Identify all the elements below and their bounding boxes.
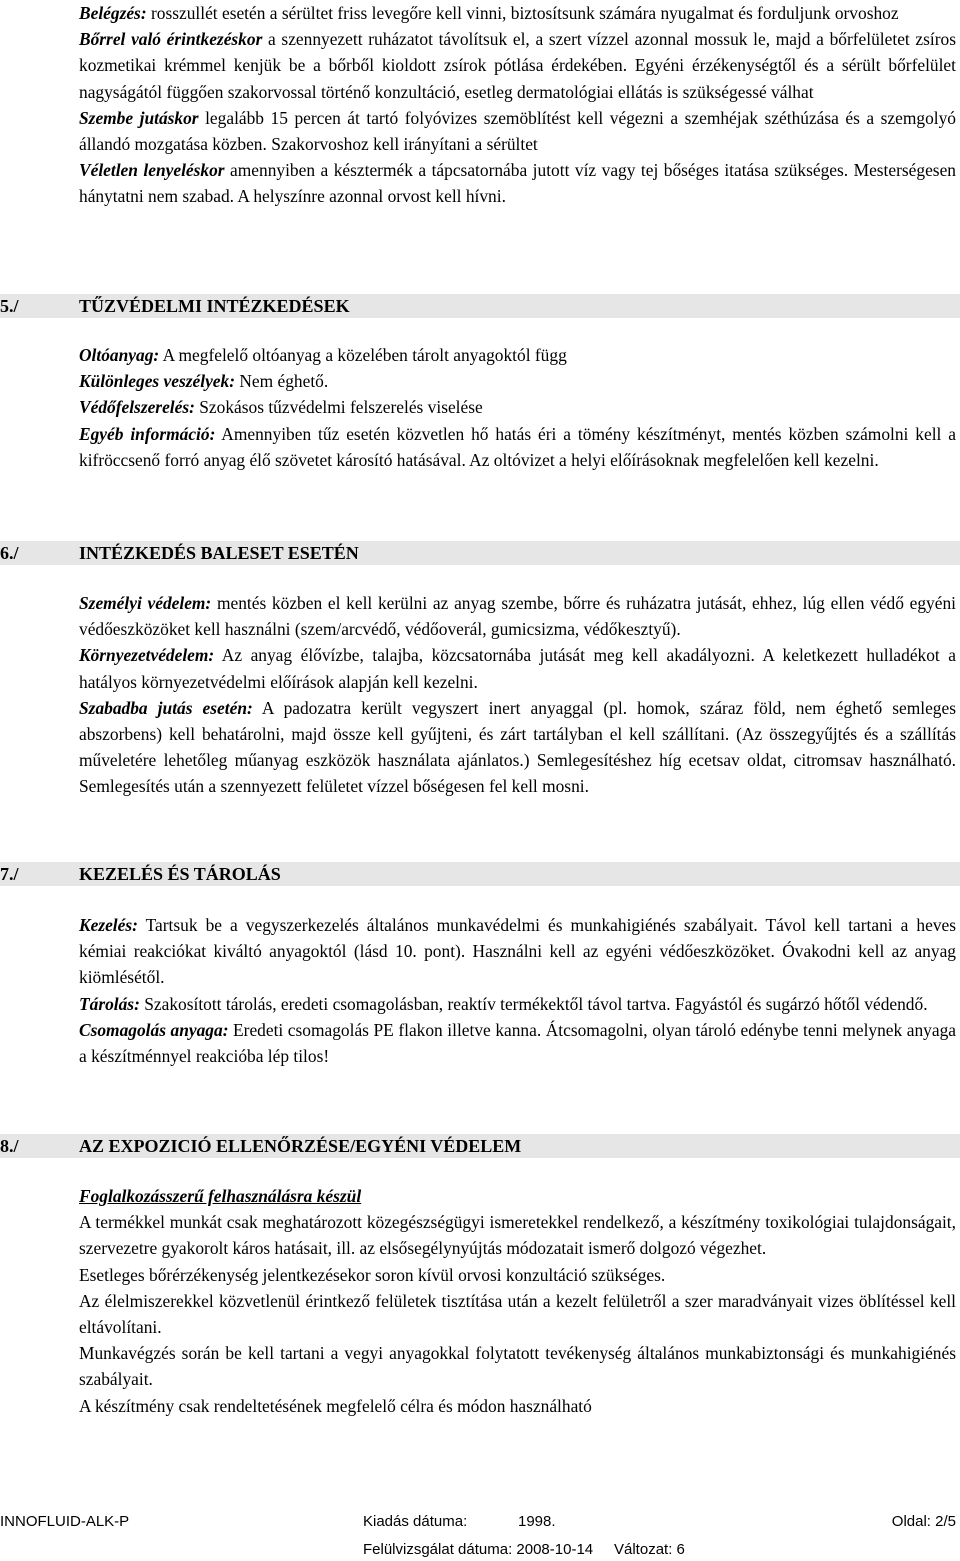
section-7-body (79, 912, 956, 1069)
paragraph-environment: Környezetvédelem: Az anyag élővízbe, talajba, közcsatornába jutását meg kell akadályozni. A keletkezett hulladékot a hatályos környezetvédelmi előírások alapján kell kezelni. (79, 645, 956, 692)
section-8-body (79, 1183, 956, 1419)
section-5-heading: 5./ TŰZVÉDELMI INTÉZKEDÉSEK (0, 294, 960, 318)
paragraph-intended-use: A készítmény csak rendeltetésének megfelelő célra és módon használható (79, 1395, 592, 1416)
footer-page-number: Oldal: 2/5 (891, 1513, 956, 1530)
paragraph-ingestion: Véletlen lenyeléskor amennyiben a késztermék a tápcsatornába jutott víz vagy tej bőséges itatása szükséges. Mesterségesen hánytatni nem szabad. A helyszínre azonnal orvost kell hívni. (79, 160, 956, 207)
paragraph-inhalation: Belégzés: rosszullét esetén a sérültet friss levegőre kell vinni, biztosítsunk számára nyugalmat és forduljunk orvoshoz (79, 3, 899, 23)
paragraph-qualified-workers: A termékkel munkát csak meghatározott közegészségügyi ismeretekkel rendelkező, a készítmény toxikológiai tulajdonságait, szervezetre gyakorolt káros hatásait, ill. az elsősegélynyújtás módozatait ismerő dolgozó végezhet. (79, 1212, 956, 1259)
section-6-heading: 6./ INTÉZKEDÉS BALESET ESETÉN (0, 541, 960, 565)
paragraph-food-surfaces: Az élelmiszerekkel közvetlenül érintkező felületek tisztítása után a kezelt felületről a szer maradványait vizes öblítéssel kell eltávolítani. (79, 1290, 956, 1338)
section-7-heading: 7./ KEZELÉS ÉS TÁROLÁS (0, 862, 960, 886)
footer-issue-label: Kiadás dátuma: (363, 1513, 468, 1530)
footer-issue-value: 1998. (518, 1513, 556, 1530)
section-6-body (79, 590, 956, 800)
paragraph-packaging: Csomagolás anyaga: Eredeti csomagolás PE flakon illetve kanna. Átcsomagolni, olyan tároló edénybe tenni melynek anyaga a készítménnyel reakcióba lép tilos! (79, 1019, 956, 1067)
section-8-heading: 8./ AZ EXPOZICIÓ ELLENŐRZÉSE/EGYÉNI VÉDELEM (0, 1134, 960, 1158)
paragraph-special-hazards: Különleges veszélyek: Nem éghető. (79, 371, 329, 392)
subtitle-professional-use: Foglalkozásszerű felhasználásra készül (79, 1186, 362, 1206)
paragraph-personal-protection: Személyi védelem: mentés közben el kell kerülni az anyag szembe, bőrre és ruházatra jutását, ehhez, lúg ellen védő egyéni védőeszközöket kell használni (szem/arcvédő, védőoverál, gumicsizma, védőkesztyű). (79, 593, 957, 640)
footer-version: Változat: 6 (614, 1541, 685, 1558)
paragraph-skin-sensitivity: Esetleges bőrérzékenység jelentkezésekor soron kívül orvosi konzultáció szükséges. (79, 1264, 666, 1285)
paragraph-eye-contact: Szembe jutáskor legalább 15 percen át tartó folyóvizes szemöblítést kell végezni a szemhéjak széthúzása és a szemgolyó állandó mozgatása közben. Szakorvoshoz kell irányítani a sérültet (79, 107, 956, 155)
paragraph-handling: Kezelés: Tartsuk be a vegyszerkezelés általános munkavédelmi és munkahigiénés szabályait. Távol kell tartani a heves kémiai reakciókat kiváltó anyagoktól (lásd 10. pont). Használni kell az egyéni védőeszközöket. Óvakodni kell az anyag kiömlésétől. (79, 915, 956, 988)
footer-product: INNOFLUID-ALK-P (0, 1513, 130, 1530)
paragraph-other-info: Egyéb információ: Amennyiben tűz esetén közvetlen hő hatás éri a tömény készítményt, mentés közben számolni kell a kifröccsenő forró anyag élő szövetet károsító hatásával. Az oltóvizet a helyi előírásoknak megfelelően kell kezelni. (79, 423, 956, 470)
paragraph-spill: Szabadba jutás esetén: A padozatra került vegyszert inert anyaggal (pl. homok, száraz föld, nem éghető semleges abszorbens) kell behatárolni, majd össze kell gyűjteni, és zárt tartályban el kell szállítani. (Az összegyűjtés és a szállítás műveletére lehetőleg műanyag eszközök használata ajánlatos.) Semlegesítéshez híg ecetsav oldat, citromsav használható. Semlegesítés után a szennyezett felületet vízzel bőségesen fel kell mosni. (79, 697, 956, 797)
paragraph-safety-rules: Munkavégzés során be kell tartani a vegyi anyagokkal folytatott tevékenység általános munkabiztonsági és munkahigiénés szabályait. (79, 1343, 956, 1390)
paragraph-skin-contact: Bőrrel való érintkezéskor a szennyezett ruházatot távolítsuk el, a szert vízzel azonnal mossuk le, majd a bőrfelületet zsíros kozmetikai krémmel kenjük be a bőrből kioldott zsírok pótlása érdekében. Egyéni érzékenységtől és a sérült bőrfelület nagyságától függően szakorvossal történő konzultáció, esetleg dermatológiai ellátás is szükségessé válhat (79, 29, 956, 102)
paragraph-extinguisher: Oltóanyag: A megfelelő oltóanyag a közelében tárolt anyagoktól függ (79, 345, 567, 365)
section-4-body (79, 0, 956, 210)
footer-review-date: Felülvizsgálat dátuma: 2008-10-14 (363, 1541, 594, 1558)
paragraph-protective-equipment: Védőfelszerelés: Szokásos tűzvédelmi felszerelés viselése (79, 397, 483, 418)
paragraph-storage: Tárolás: Szakosított tárolás, eredeti csomagolásban, reaktív termékektől távol tartva. Fagyástól és sugárzó hőtől védendő. (79, 993, 928, 1014)
section-5-body (79, 342, 956, 473)
